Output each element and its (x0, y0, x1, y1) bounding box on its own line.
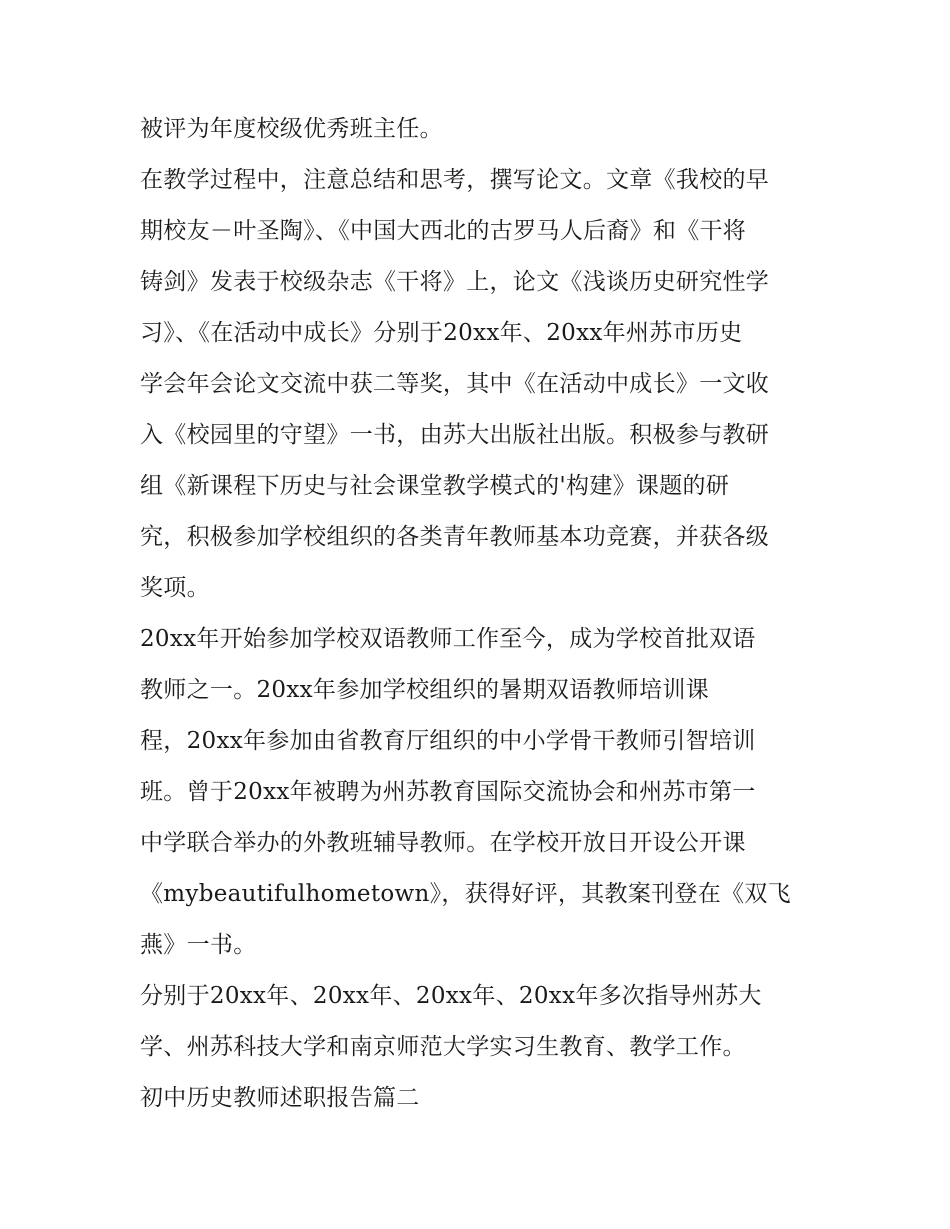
text-line: 组《新课程下历史与社会课堂教学模式的'构建》课题的研 (140, 473, 730, 499)
text-line: 中学联合举办的外教班辅导教师。在学校开放日开设公开课 (140, 830, 746, 856)
text-line: 教师之一。20xx年参加学校组织的暑期双语教师培训课 (140, 677, 710, 703)
text-line: 被评为年度校级优秀班主任。 (140, 116, 443, 142)
text-line: 期校友－叶圣陶》、《中国大西北的古罗马人后裔》和《干将 (140, 218, 747, 244)
text-line: 程，20xx年参加由省教育厅组织的中小学骨干教师引智培训 (140, 728, 756, 754)
text-line: 20xx年开始参加学校双语教师工作至今，成为学校首批双语 (140, 626, 756, 652)
text-line: 《mybeautifulhometown》，获得好评，其教案刊登在《双飞 (140, 881, 791, 907)
text-line: 班。曾于20xx年被聘为州苏教育国际交流协会和州苏市第一 (140, 779, 756, 805)
text-line: 铸剑》发表于校级杂志《干将》上，论文《浅谈历史研究性学 (140, 269, 770, 295)
text-line: 学、州苏科技大学和南京师范大学实习生教育、教学工作。 (140, 1034, 746, 1060)
text-line: 究，积极参加学校组织的各类青年教师基本功竞赛，并获各级 (140, 524, 770, 550)
text-line: 分别于20xx年、20xx年、20xx年、20xx年多次指导州苏大 (140, 983, 762, 1009)
document-body (140, 104, 830, 1124)
section-heading: 初中历史教师述职报告篇二 (140, 1085, 420, 1111)
text-line: 入《校园里的守望》一书，由苏大出版社出版。积极参与教研 (140, 422, 770, 448)
text-line: 习》、《在活动中成长》分别于20xx年、20xx年州苏市历史 (140, 320, 743, 346)
text-line: 在教学过程中，注意总结和思考，撰写论文。文章《我校的早 (140, 167, 770, 193)
text-line: 燕》一书。 (140, 932, 257, 958)
text-line: 学会年会论文交流中获二等奖，其中《在活动中成长》一文收 (140, 371, 770, 397)
text-line: 奖项。 (140, 575, 210, 601)
